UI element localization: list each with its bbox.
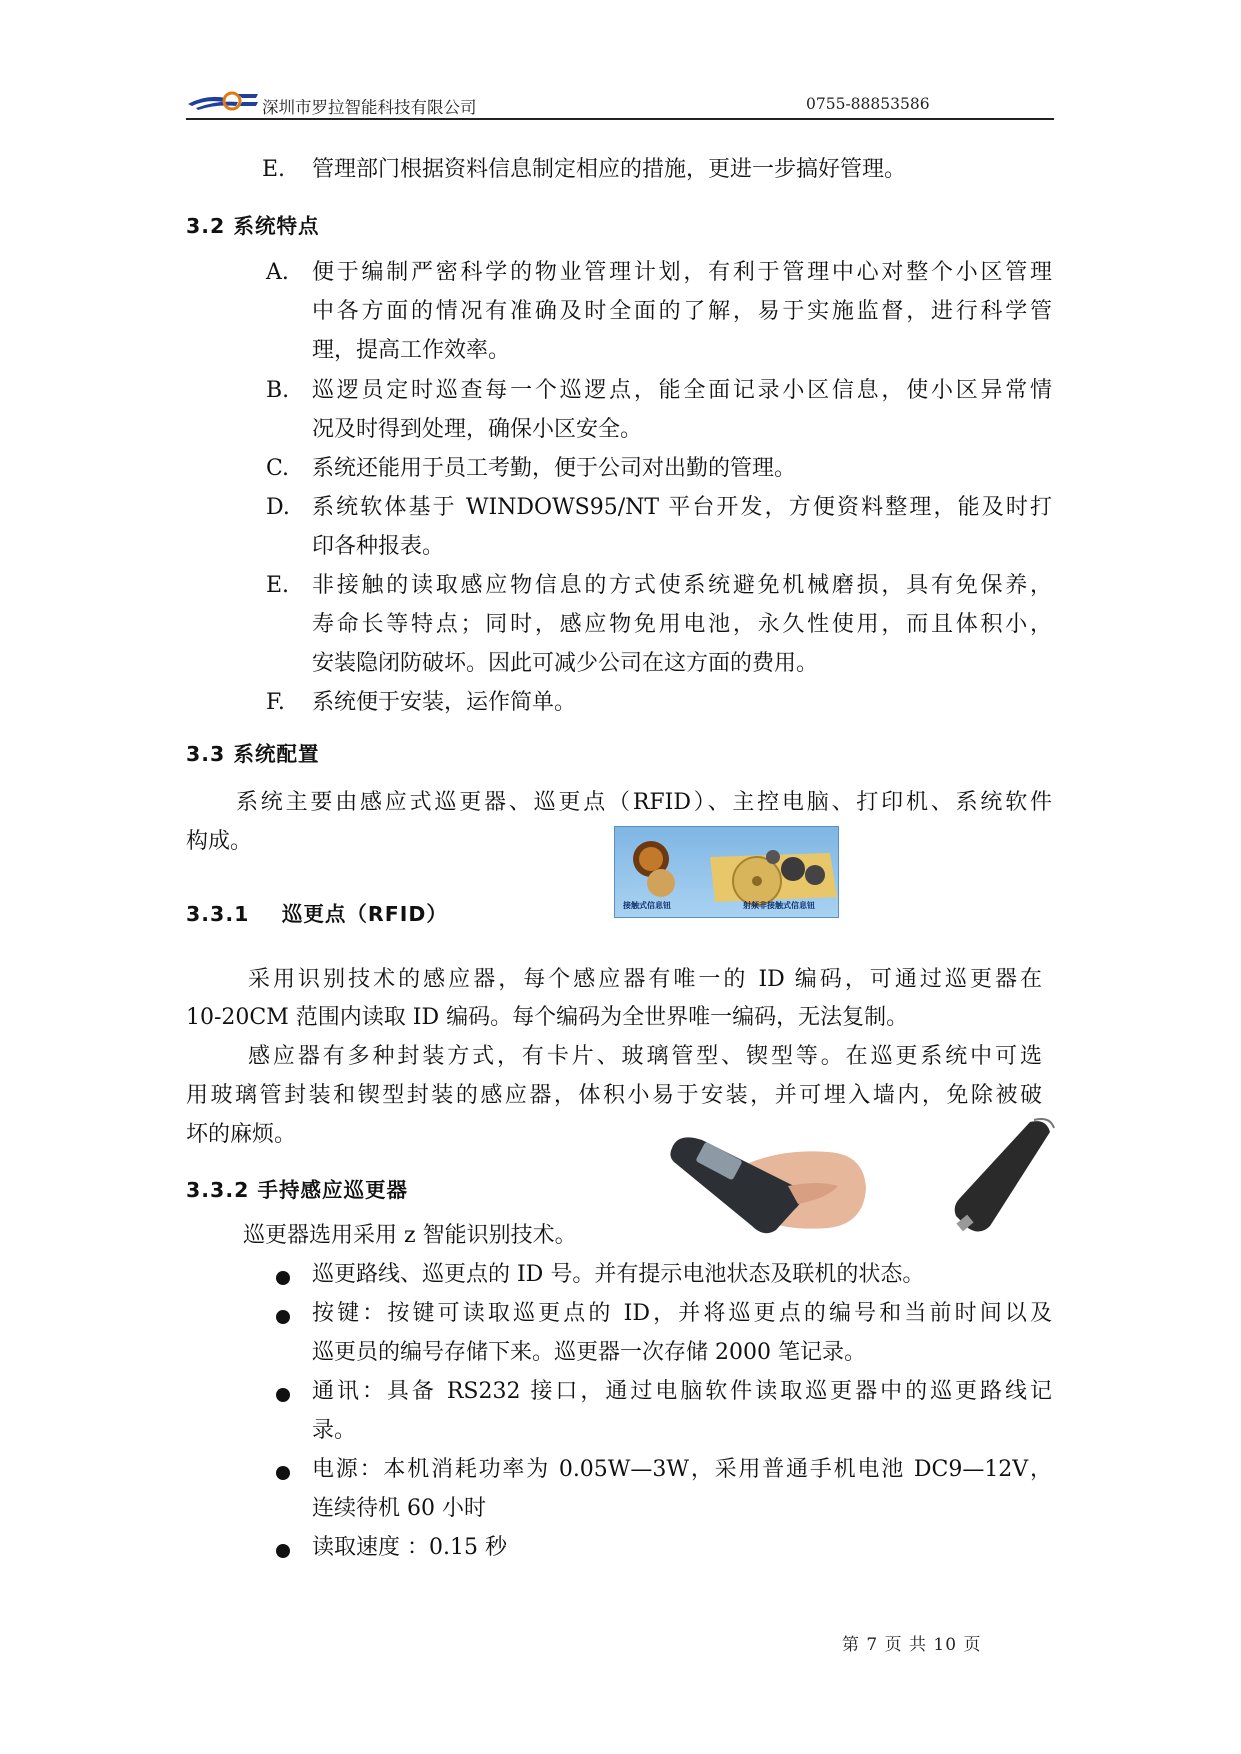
paragraph-line: 构成。: [186, 829, 253, 854]
item-line: 印各种报表。: [312, 534, 445, 559]
section-heading-3-3-1: 3.3.1 巡更点（RFID）: [186, 902, 448, 926]
rfid-caption-right: 射频非接触式信息钮: [743, 901, 815, 910]
header-company: 深圳市罗拉智能科技有限公司: [262, 98, 477, 117]
item-line: 系统便于安装，运作简单。: [312, 690, 577, 715]
item-line: 中各方面的情况有准确及时全面的了解，易于实施监督，进行科学管: [312, 299, 1052, 324]
item-line: 系统还能用于员工考勤，便于公司对出勤的管理。: [312, 456, 797, 481]
header-phone: 0755-88853586: [806, 95, 930, 113]
bullet-line: 连续待机 60 小时: [312, 1496, 486, 1521]
bullet-icon: [276, 1544, 290, 1558]
item-label: A.: [266, 260, 289, 285]
company-logo: [186, 90, 260, 112]
bullet-icon: [276, 1310, 290, 1324]
item-label: F.: [266, 690, 285, 715]
item-label: E.: [262, 157, 286, 182]
bullet-line: 电源：本机消耗功率为 0.05W—3W，采用普通手机电池 DC9—12V，: [312, 1457, 1052, 1482]
header-rule: [186, 118, 1054, 120]
page-footer: 第 7 页 共 10 页: [842, 1635, 982, 1655]
paragraph-line: 坏的麻烦。: [186, 1122, 297, 1147]
item-text: 管理部门根据资料信息制定相应的措施，更进一步搞好管理。: [312, 157, 907, 182]
item-label: E.: [266, 573, 290, 598]
paragraph-line: 巡更器选用采用 z 智能识别技术。: [243, 1223, 577, 1248]
bullet-line: 巡更员的编号存储下来。巡更器一次存储 2000 笔记录。: [312, 1340, 866, 1365]
section-heading-3-3-2: 3.3.2 手持感应巡更器: [186, 1178, 409, 1202]
item-line: 况及时得到处理，确保小区安全。: [312, 417, 643, 442]
bullet-icon: [276, 1388, 290, 1402]
bullet-line: 通讯：具备 RS232 接口，通过电脑软件读取巡更器中的巡更路线记: [312, 1379, 1052, 1404]
item-line: 系统软体基于 WINDOWS95/NT 平台开发，方便资料整理，能及时打: [312, 495, 1052, 520]
item-label: B.: [266, 378, 290, 403]
paragraph-line: 感应器有多种封装方式，有卡片、玻璃管型、锲型等。在巡更系统中可选: [248, 1044, 1042, 1069]
rfid-caption-left: 接触式信息钮: [623, 901, 671, 910]
paragraph-line: 用玻璃管封装和锲型封装的感应器，体积小易于安装，并可埋入墙内，免除被破: [186, 1083, 1042, 1108]
bullet-icon: [276, 1466, 290, 1480]
item-line: 非接触的读取感应物信息的方式使系统避免机械磨损，具有免保养，: [312, 573, 1052, 598]
bullet-line: 读取速度 ：0.15 秒: [312, 1535, 507, 1560]
handheld-reader-photo: [668, 1128, 868, 1238]
paragraph-line: 10-20CM 范围内读取 ID 编码。每个编码为全世界唯一编码，无法复制。: [186, 1005, 909, 1030]
paragraph-line: 系统主要由感应式巡更器、巡更点（RFID）、主控电脑、打印机、系统软件: [236, 790, 1052, 815]
bullet-line: 巡更路线、巡更点的 ID 号。并有提示电池状态及联机的状态。: [312, 1262, 925, 1287]
item-line: 寿命长等特点；同时，感应物免用电池，永久性使用，而且体积小，: [312, 612, 1052, 637]
item-label: C.: [266, 456, 290, 481]
rfid-photo: [614, 826, 839, 918]
bullet-icon: [276, 1271, 290, 1285]
item-line: 安装隐闭防破坏。因此可减少公司在这方面的费用。: [312, 651, 819, 676]
bullet-line: 录。: [312, 1418, 357, 1443]
paragraph-line: 采用识别技术的感应器，每个感应器有唯一的 ID 编码，可通过巡更器在: [248, 967, 1042, 992]
bullet-line: 按键：按键可读取巡更点的 ID，并将巡更点的编号和当前时间以及: [312, 1301, 1052, 1326]
item-line: 理，提高工作效率。: [312, 338, 511, 363]
section-heading-3-3: 3.3 系统配置: [186, 742, 320, 766]
section-heading-3-2: 3.2 系统特点: [186, 214, 320, 238]
item-label: D.: [266, 495, 290, 520]
item-line: 便于编制严密科学的物业管理计划，有利于管理中心对整个小区管理: [312, 260, 1052, 285]
item-line: 巡逻员定时巡查每一个巡逻点，能全面记录小区信息，使小区异常情: [312, 378, 1052, 403]
wedge-tag-photo: [950, 1118, 1060, 1236]
